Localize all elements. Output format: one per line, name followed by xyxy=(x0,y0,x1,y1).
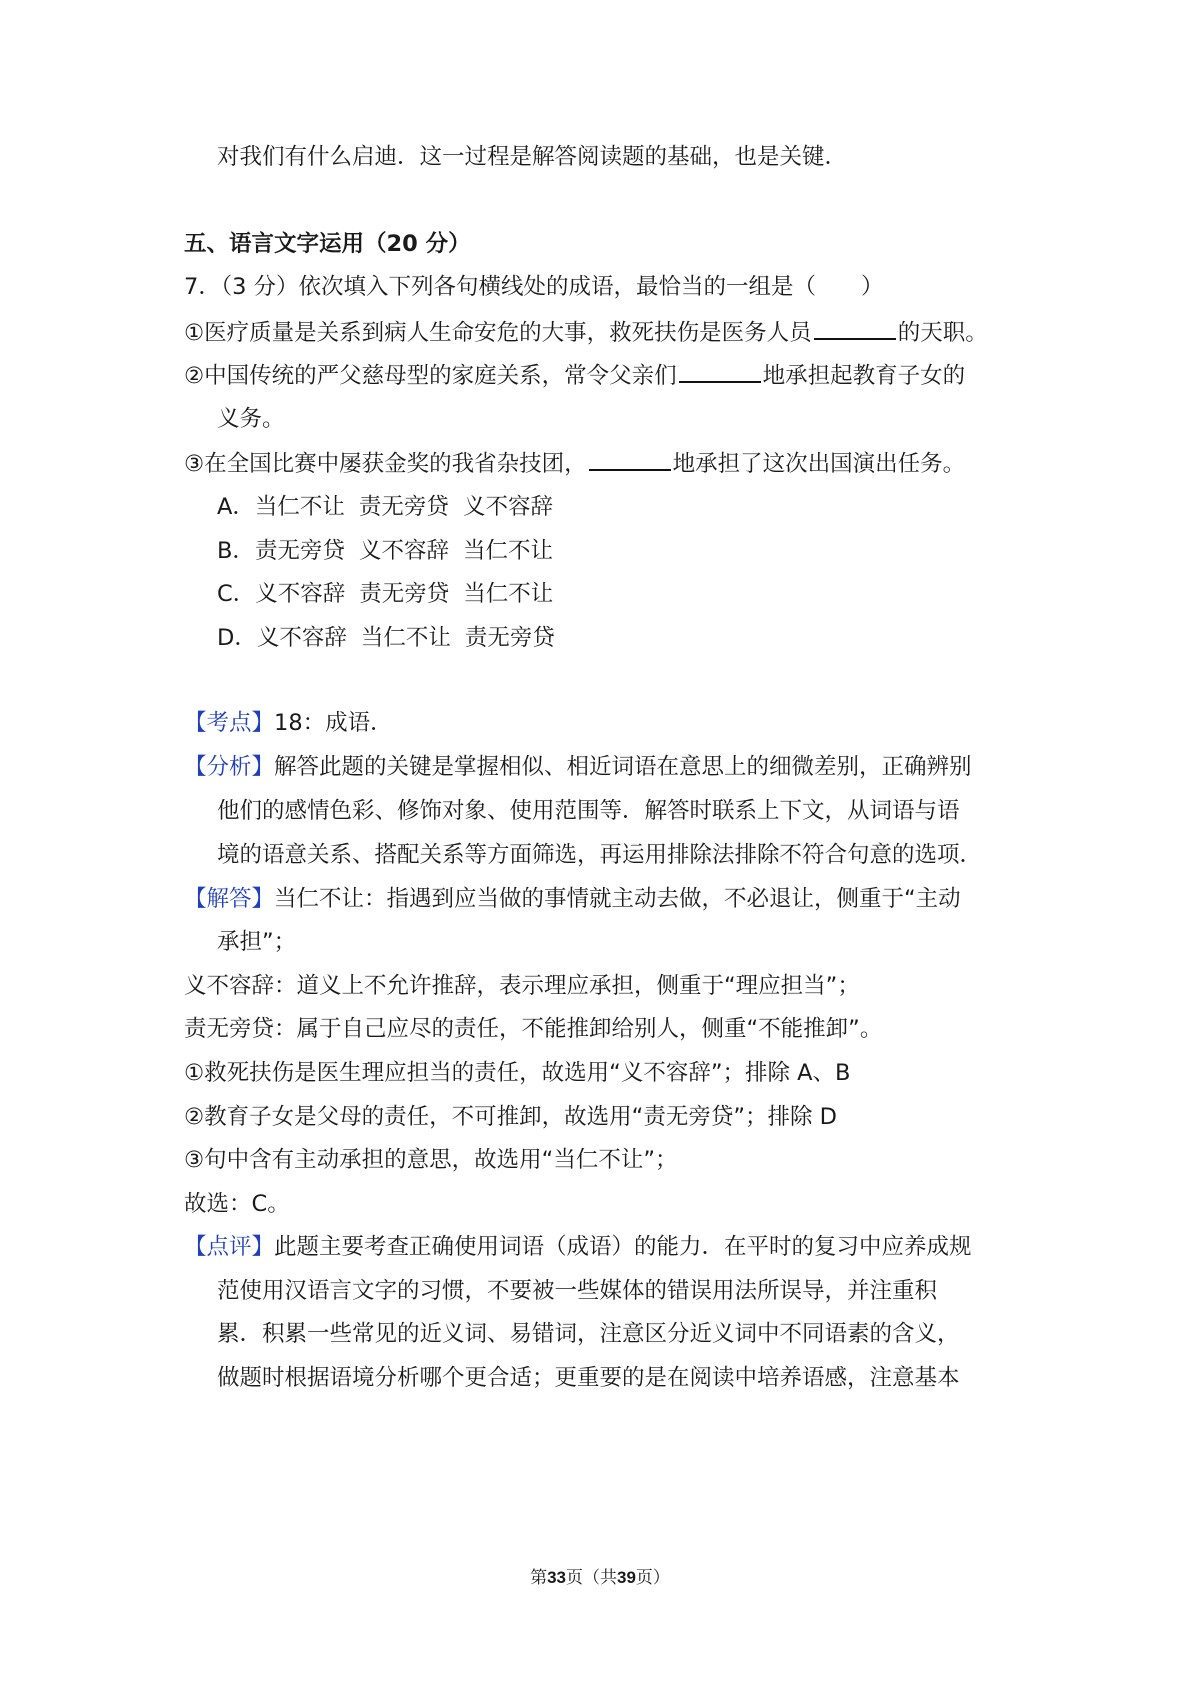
sentence-2-pre: ②中国传统的严父慈母型的家庭关系，常令父亲们 xyxy=(184,363,677,389)
option-idiom: 当仁不让 xyxy=(254,494,345,520)
option-idiom: 义不容辞 xyxy=(462,494,553,520)
sentence-2-post: 地承担起教育子女的 xyxy=(762,363,966,389)
blank-3 xyxy=(589,447,671,471)
option-idiom: 责无旁贷 xyxy=(359,581,450,607)
jieda-line: 义不容辞：道义上不允许推辞，表示理应承担，侧重于“理应担当”； xyxy=(184,973,860,999)
jieda-line: ②教育子女是父母的责任，不可推卸，故选用“责无旁贷”；排除 D xyxy=(184,1104,837,1130)
jieda-line: ③句中含有主动承担的意思，故选用“当仁不让”； xyxy=(184,1147,678,1173)
dianping xyxy=(184,1231,972,1263)
option-idiom: 义不容辞 xyxy=(256,625,347,651)
jieda-line: 当仁不让：指遇到应当做的事情就主动去做，不必退让，侧重于“主动 xyxy=(274,886,961,912)
option-idiom: 义不容辞 xyxy=(358,538,449,564)
option-b xyxy=(217,535,553,567)
footer-mid: 页（共 xyxy=(566,1568,617,1588)
page-footer xyxy=(0,1563,1200,1588)
fenxi-line: 境的语意关系、搭配关系等方面筛选，再运用排除法排除不符合句意的选项． xyxy=(217,842,983,868)
jieda-line: ①救死扶伤是医生理应担当的责任，故选用“义不容辞”；排除 A、B xyxy=(184,1060,851,1086)
option-idiom: 当仁不让 xyxy=(360,625,451,651)
sentence-3-post: 地承担了这次出国演出任务。 xyxy=(672,451,966,477)
option-d xyxy=(217,622,555,654)
option-label: D． xyxy=(217,625,257,651)
footer-page-number: 33 xyxy=(547,1568,566,1587)
intro-line: 对我们有什么启迪．这一过程是解答阅读题的基础，也是关键． xyxy=(217,144,848,170)
sentence-2-cont: 义务。 xyxy=(217,406,285,432)
kaodian-tag: 【考点】 xyxy=(184,710,275,736)
option-idiom: 责无旁贷 xyxy=(254,538,345,564)
option-idiom: 当仁不让 xyxy=(463,581,554,607)
jieda-line: 故选：C。 xyxy=(184,1191,290,1217)
dianping-line: 做题时根据语境分析哪个更合适；更重要的是在阅读中培养语感，注意基本 xyxy=(217,1365,960,1391)
footer-total-pages: 39 xyxy=(617,1568,636,1587)
sentence-1-post: 的天职。 xyxy=(897,320,988,346)
section-title: 五、语言文字运用（20 分） xyxy=(184,231,471,257)
fenxi-tag: 【分析】 xyxy=(184,754,275,780)
dianping-line: 此题主要考查正确使用词语（成语）的能力．在平时的复习中应养成规 xyxy=(274,1234,972,1260)
option-idiom: 义不容辞 xyxy=(255,581,346,607)
sentence-1-pre: ①医疗质量是关系到病人生命安危的大事，救死扶伤是医务人员 xyxy=(184,320,812,346)
sentence-3 xyxy=(184,447,965,480)
option-idiom: 责无旁贷 xyxy=(358,494,449,520)
jieda-line: 承担”； xyxy=(217,929,297,955)
blank-1 xyxy=(814,316,896,340)
jieda-line: 责无旁贷：属于自己应尽的责任，不能推卸给别人，侧重“不能推卸”。 xyxy=(184,1016,883,1042)
fenxi xyxy=(184,751,972,783)
option-idiom: 当仁不让 xyxy=(462,538,553,564)
fenxi-line: 解答此题的关键是掌握相似、相近词语在意思上的细微差别，正确辨别 xyxy=(274,754,972,780)
sentence-1 xyxy=(184,316,988,349)
footer-prefix: 第 xyxy=(530,1568,548,1588)
option-label: B． xyxy=(217,538,255,564)
dianping-tag: 【点评】 xyxy=(184,1234,275,1260)
dianping-line: 范使用汉语言文字的习惯，不要被一些媒体的错误用法所误导，并注重积 xyxy=(217,1278,938,1304)
jieda xyxy=(184,883,961,915)
kaodian-text: 18：成语． xyxy=(274,710,393,736)
dianping-line: 累．积累一些常见的近义词、易错词，注意区分近义词中不同语素的含义， xyxy=(217,1321,960,1347)
option-label: A． xyxy=(217,494,255,520)
fenxi-line: 他们的感情色彩、修饰对象、使用范围等．解答时联系上下文，从词语与语 xyxy=(217,798,960,824)
footer-suffix: 页） xyxy=(635,1568,670,1588)
option-c xyxy=(217,578,553,610)
option-label: C． xyxy=(217,581,256,607)
blank-2 xyxy=(679,359,761,383)
question-stem: 7．（3 分）依次填入下列各句横线处的成语，最恰当的一组是（ ） xyxy=(184,274,884,300)
jieda-tag: 【解答】 xyxy=(184,886,275,912)
option-a xyxy=(217,491,553,523)
sentence-2 xyxy=(184,359,965,392)
kaodian xyxy=(184,707,393,739)
option-idiom: 责无旁贷 xyxy=(464,625,555,651)
sentence-3-pre: ③在全国比赛中屡获金奖的我省杂技团， xyxy=(184,451,587,477)
